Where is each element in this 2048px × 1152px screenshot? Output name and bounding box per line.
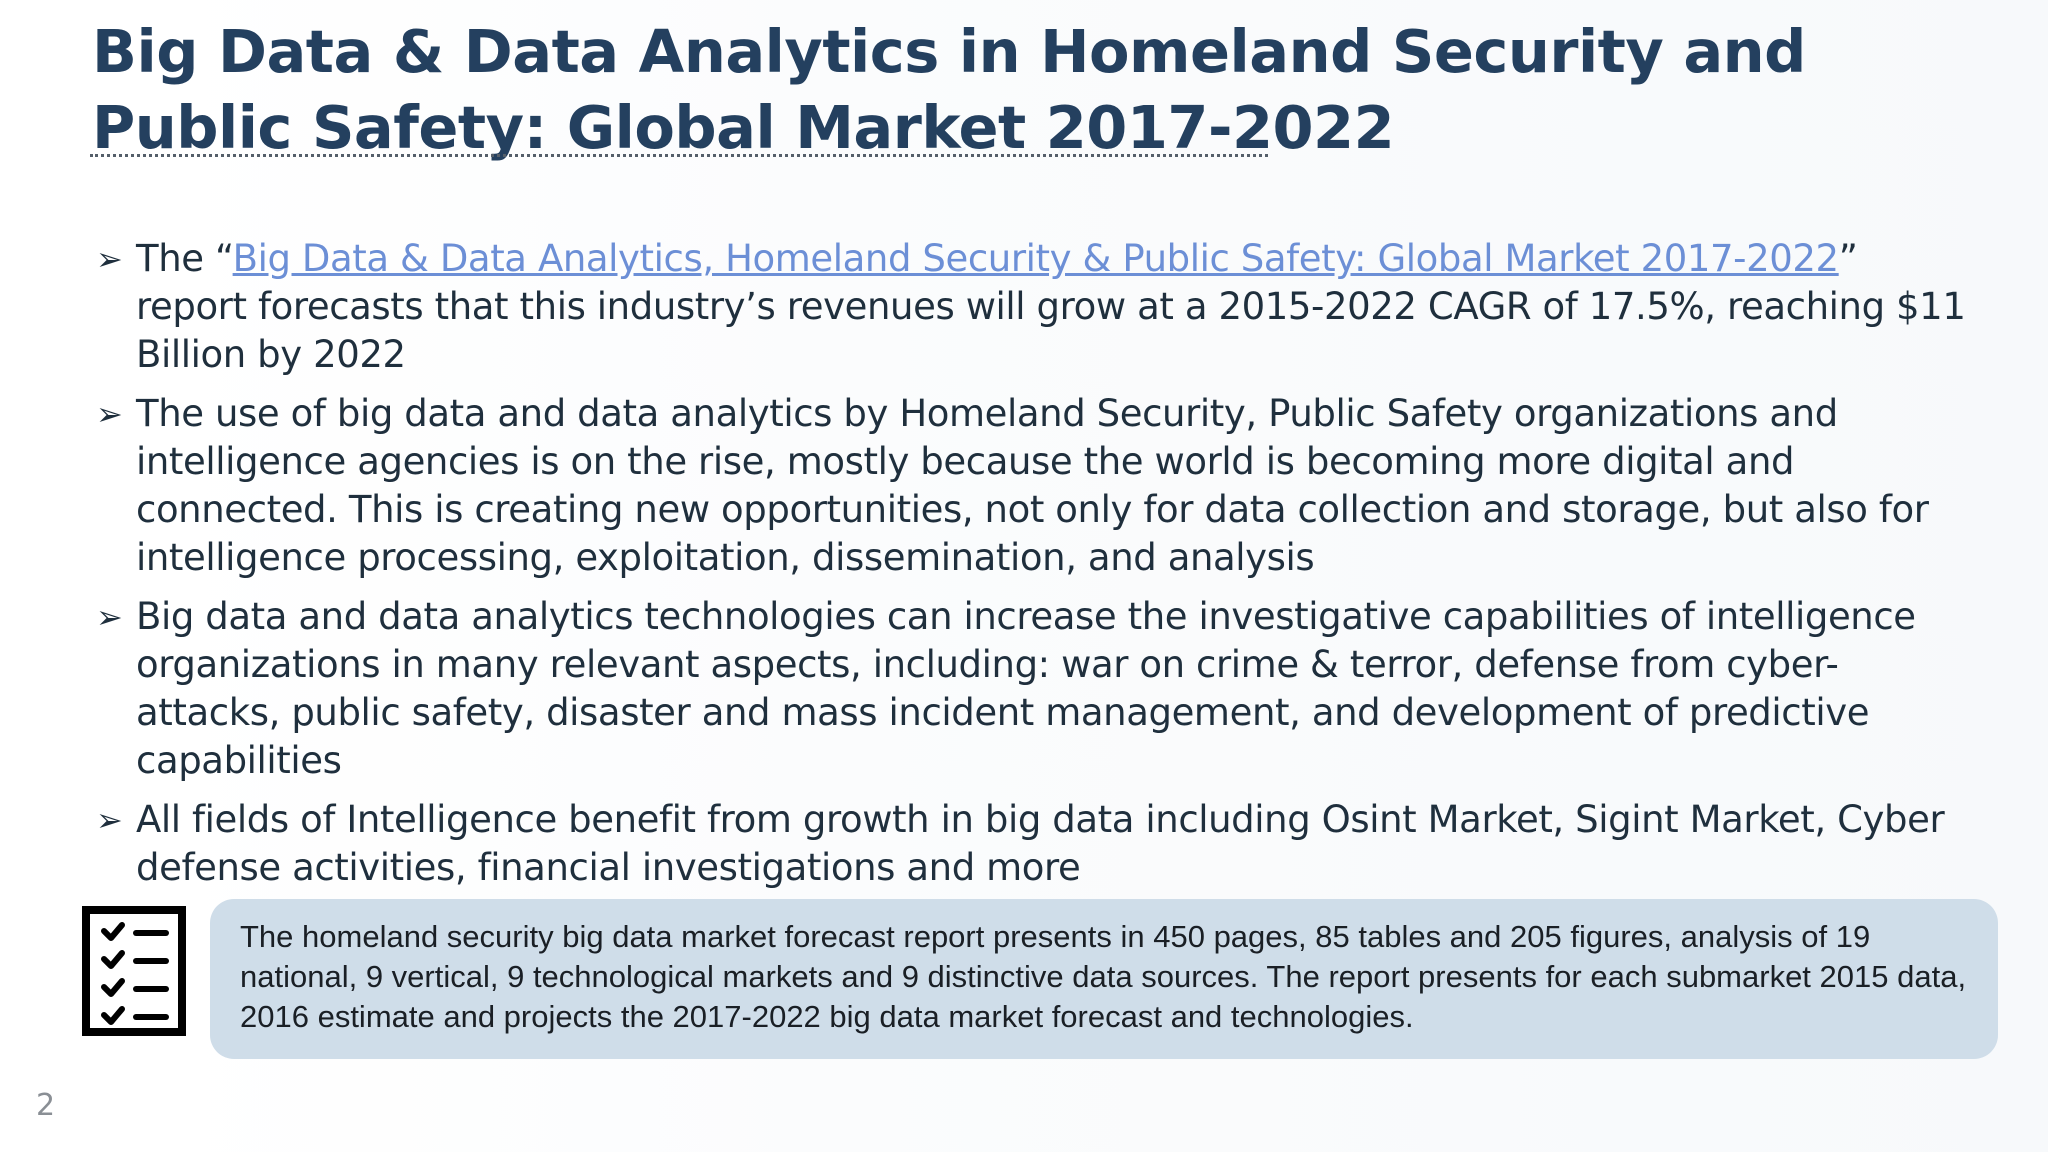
bullet-list [96,235,1976,903]
bullet-text: All fields of Intelligence benefit from growth in big data including Osint Market, Sigint Market, Cyber defense activities, financial investigations and more [136,798,1945,889]
slide-title: Big Data & Data Analytics in Homeland Security and Public Safety: Global Market 2017-2022 [92,17,1806,162]
bullet-text: The use of big data and data analytics by Homeland Security, Public Safety organizations and intelligence agencies is on the rise, mostly because the world is becoming more digital and connected. This is creating new opportunities, not only for data collection and storage, but also for intelligence processing, exploitation, dissemination, and analysis [136,392,1929,579]
bullet-item-usage-rise [96,390,1976,582]
bullet-text-suffix: ” report forecasts that this industry’s revenues will grow at a 2015-2022 CAGR of 17.5%, reaching $11 Billion by 2022 [136,237,1966,376]
bullet-text: Big data and data analytics technologies can increase the investigative capabilities of intelligence organizations in many relevant aspects, including: war on crime & terror, defense from cyber-attacks, public safety, disaster and mass incident management, and development of predictive capabilities [136,595,1916,782]
checklist-icon [82,906,186,1036]
arrow-bullet-icon: ➢ [96,395,123,433]
arrow-bullet-icon: ➢ [96,598,123,636]
title-underline-divider [90,154,1268,157]
bullet-item-capabilities [96,593,1976,785]
bullet-item-report-forecast [96,235,1976,379]
report-summary-callout: The homeland security big data market forecast report presents in 450 pages, 85 tables and 205 figures, analysis of 19 national, 9 vertical, 9 technological markets and 9 distinctive data sources. The report presents for each submarket 2015 data, 2016 estimate and projects the 2017-2022 big data market forecast and technologies. [210,899,1998,1059]
arrow-bullet-icon: ➢ [96,801,123,839]
bullet-text-prefix: The “ [136,237,233,280]
arrow-bullet-icon: ➢ [96,240,123,278]
page-number: 2 [36,1088,56,1123]
report-title-link[interactable]: Big Data & Data Analytics, Homeland Security & Public Safety: Global Market 2017-2022 [232,237,1839,280]
bullet-item-intelligence-fields [96,796,1976,892]
